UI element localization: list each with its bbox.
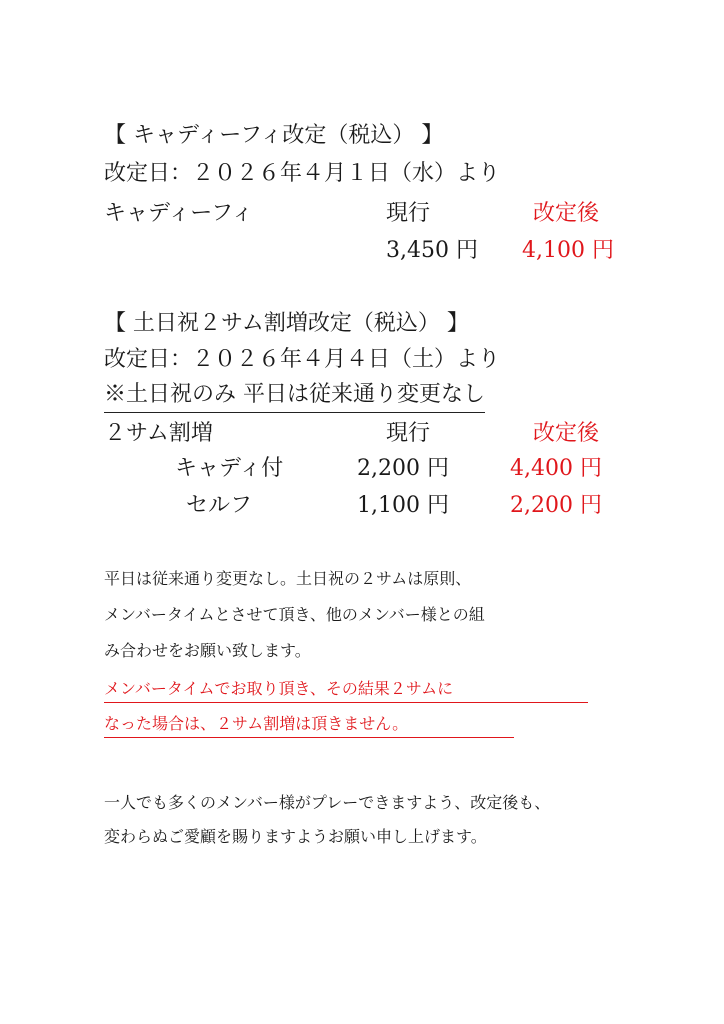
caddie-fee-current-header: 現行 bbox=[386, 201, 431, 226]
red-notice-line: なった場合は、２サム割増は頂きません。 bbox=[104, 712, 514, 738]
twosome-row-current: 2,200 円 bbox=[357, 456, 449, 481]
paragraph-line: 平日は従来通り変更なし。土日祝の２サムは原則、 bbox=[104, 569, 472, 588]
caddie-fee-current-price: 3,450 円 bbox=[386, 238, 478, 263]
twosome-row-new: 2,200 円 bbox=[510, 493, 602, 518]
twosome-note: ※土日祝のみ 平日は従来通り変更なし bbox=[104, 379, 485, 413]
twosome-row-new: 4,400 円 bbox=[510, 456, 602, 481]
twosome-item-label: ２サム割増 bbox=[104, 421, 213, 446]
red-notice-line: メンバータイムでお取り頂き、その結果２サムに bbox=[104, 677, 588, 703]
caddie-fee-heading: 【 キャディーフィ改定（税込） 】 bbox=[104, 123, 444, 148]
twosome-row-label: セルフ bbox=[186, 493, 253, 518]
twosome-heading: 【 土日祝２サム割増改定（税込） 】 bbox=[104, 311, 469, 336]
twosome-new-header: 改定後 bbox=[533, 421, 600, 446]
twosome-current-header: 現行 bbox=[386, 421, 431, 446]
paragraph-line: み合わせをお願い致します。 bbox=[104, 641, 311, 660]
twosome-date: 改定日：２０２６年４月４日（土）より bbox=[104, 347, 501, 372]
caddie-fee-item-label: キャディーフィ bbox=[104, 201, 254, 226]
caddie-fee-new-price: 4,100 円 bbox=[522, 238, 614, 263]
closing-line: 変わらぬご愛顧を賜りますようお願い申し上げます。 bbox=[104, 827, 487, 846]
caddie-fee-date: 改定日：２０２６年４月１日（水）より bbox=[104, 161, 501, 186]
paragraph-line: メンバータイムとさせて頂き、他のメンバー様との組 bbox=[104, 605, 485, 624]
twosome-row-label: キャディ付 bbox=[175, 456, 284, 481]
twosome-row-current: 1,100 円 bbox=[357, 493, 449, 518]
closing-line: 一人でも多くのメンバー様がプレーできますよう、改定後も、 bbox=[104, 793, 551, 812]
caddie-fee-new-header: 改定後 bbox=[533, 201, 600, 226]
